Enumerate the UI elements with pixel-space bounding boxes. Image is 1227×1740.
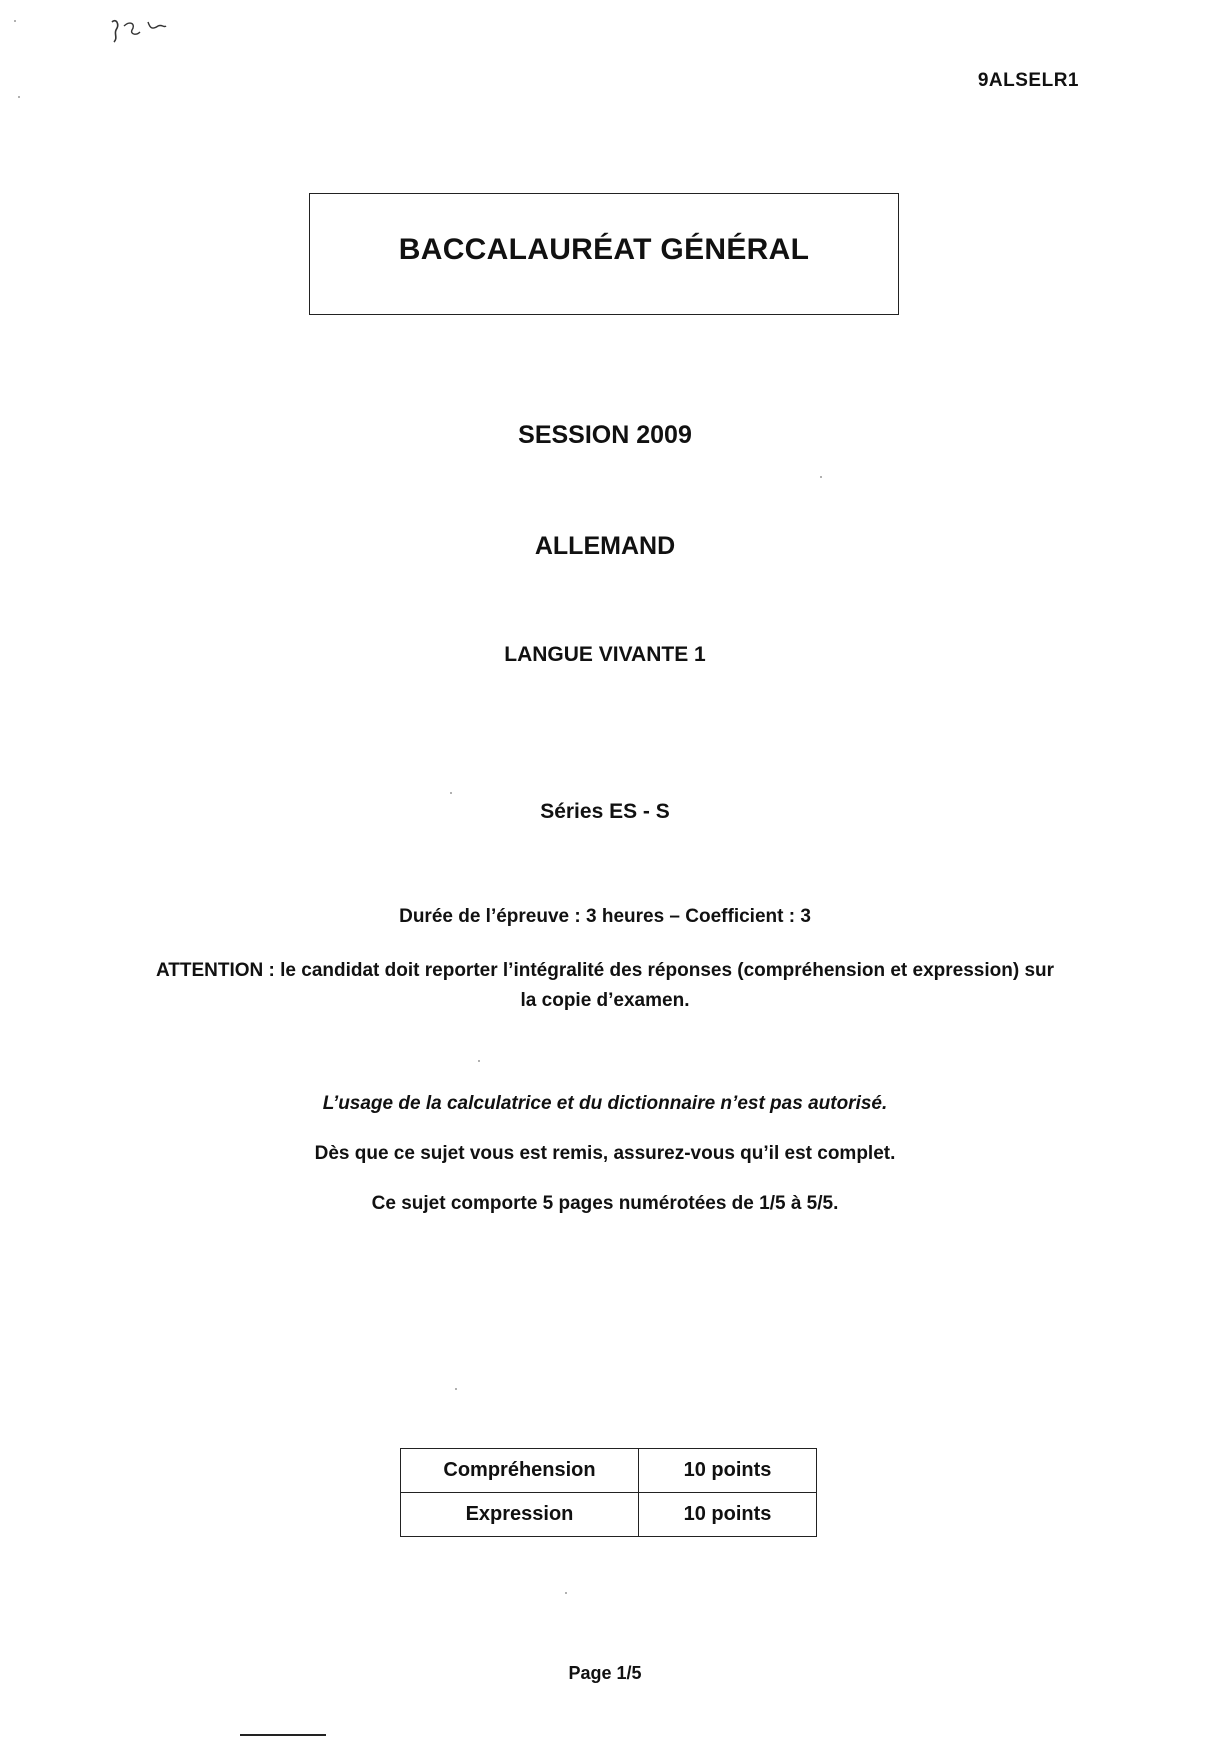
scan-speck (450, 792, 452, 794)
page-number: Page 1/5 (568, 1663, 642, 1683)
exam-title: BACCALAURÉAT GÉNÉRAL (398, 233, 810, 266)
document-code: 9ALSELR1 (977, 70, 1079, 91)
table-row (401, 1493, 817, 1537)
handwritten-mark (108, 14, 178, 44)
usage-notice: L’usage de la calculatrice et du dictionnaire n’est pas autorisé. (322, 1093, 888, 1114)
title-box (309, 193, 899, 315)
attention-notice: ATTENTION : le candidat doit reporter l’intégralité des réponses (compréhension et expression) sur la copie d’examen. (155, 960, 1055, 1011)
scan-speck (478, 1060, 480, 1062)
score-part: Compréhension (401, 1449, 639, 1493)
score-points: 10 points (639, 1449, 817, 1493)
duration-coefficient: Durée de l’épreuve : 3 heures – Coefficient : 3 (399, 906, 811, 927)
scan-speck (565, 1592, 567, 1594)
session-label: SESSION 2009 (518, 421, 692, 449)
subject-label: ALLEMAND (534, 532, 676, 560)
series-label: Séries ES - S (540, 800, 670, 823)
pages-notice: Ce sujet comporte 5 pages numérotées de 1/5 à 5/5. (371, 1193, 839, 1214)
language-level: LANGUE VIVANTE 1 (504, 643, 706, 666)
scan-speck (820, 476, 822, 478)
scan-speck (14, 20, 16, 22)
table-row (401, 1449, 817, 1493)
score-points: 10 points (639, 1493, 817, 1537)
scan-speck (455, 1388, 457, 1390)
completeness-notice: Dès que ce sujet vous est remis, assurez-vous qu’il est complet. (314, 1143, 896, 1164)
score-part: Expression (401, 1493, 639, 1537)
score-table (400, 1448, 817, 1537)
bottom-rule (240, 1734, 326, 1736)
scan-speck (18, 96, 20, 98)
